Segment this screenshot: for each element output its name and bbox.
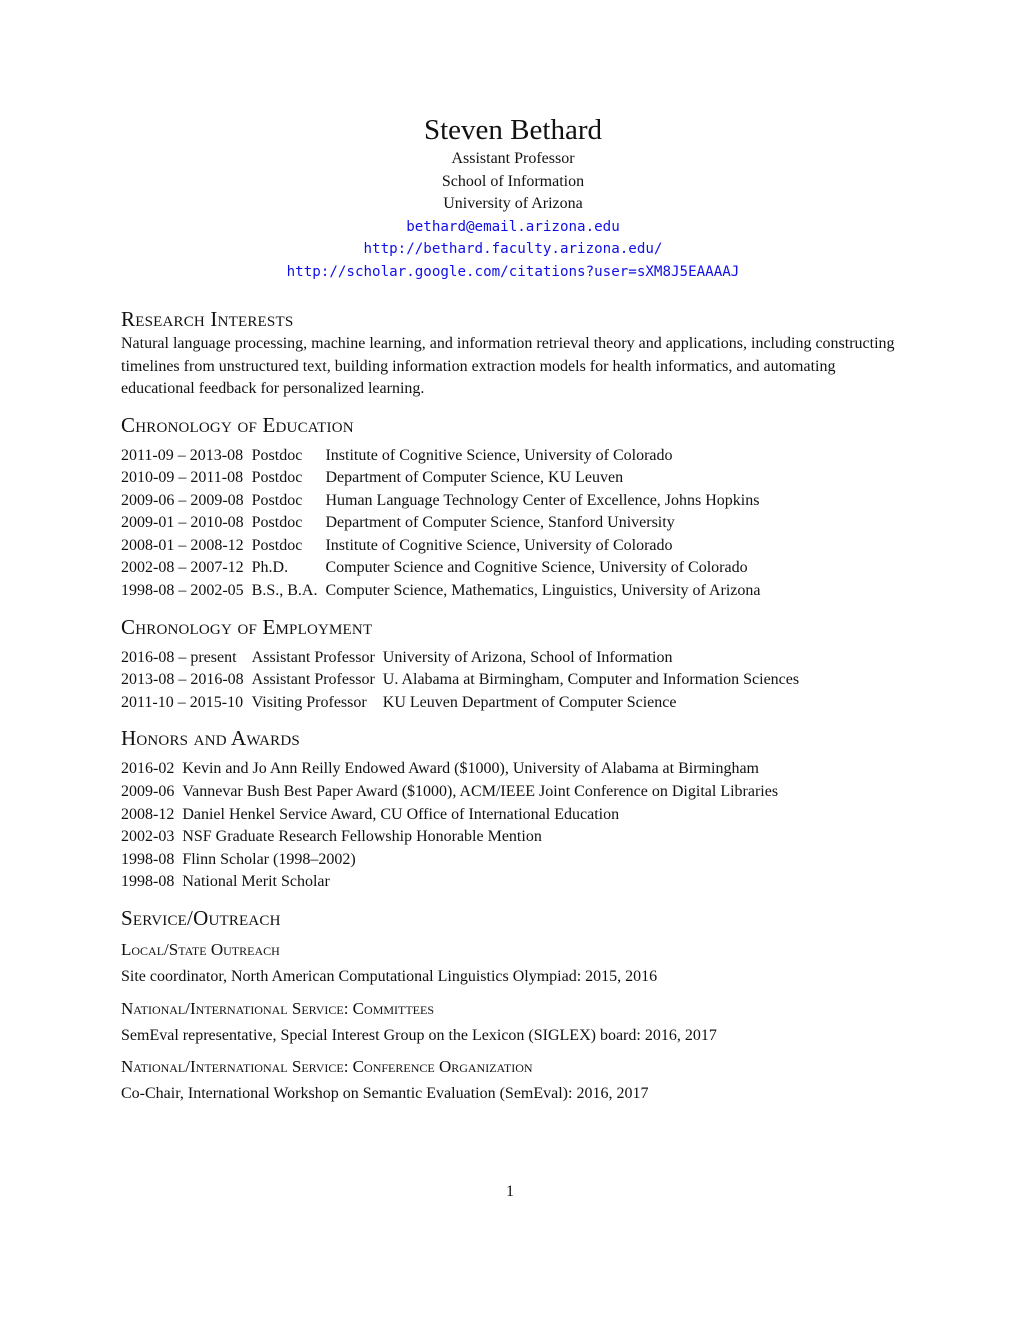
award-text: Flinn Scholar (1998–2002) bbox=[182, 850, 356, 868]
award-date: 2016-02 bbox=[121, 760, 175, 778]
education-table bbox=[121, 445, 760, 603]
dates: 2010-09 – 2011-08 bbox=[121, 469, 244, 487]
employer: KU Leuven Department of Computer Science bbox=[382, 693, 677, 711]
table-row bbox=[121, 871, 778, 894]
institution: Institute of Cognitive Science, University of Colorado bbox=[325, 536, 673, 554]
table-row bbox=[121, 445, 760, 468]
award-text: Daniel Henkel Service Award, CU Office of International Education bbox=[182, 805, 620, 823]
table-row bbox=[121, 512, 760, 535]
dates: 1998-08 – 2002-05 bbox=[121, 582, 244, 600]
table-row bbox=[121, 580, 760, 603]
school-name: School of Information bbox=[441, 172, 585, 190]
awards-table bbox=[121, 758, 778, 894]
table-row bbox=[121, 758, 778, 781]
committees-text: SemEval representative, Special Interest Group on the Lexicon (SIGLEX) board: 2016, 2017 bbox=[121, 1026, 717, 1044]
committees-heading: National/International Service: Committees bbox=[121, 998, 435, 1018]
table-row bbox=[121, 647, 799, 670]
table-row bbox=[121, 535, 760, 558]
table-row bbox=[121, 557, 760, 580]
position: Assistant Professor bbox=[251, 671, 375, 689]
institution: Computer Science, Mathematics, Linguistics, University of Arizona bbox=[325, 582, 761, 600]
degree-role: Postdoc bbox=[251, 514, 303, 532]
local-outreach-heading: Local/State Outreach bbox=[121, 940, 280, 959]
employment-table bbox=[121, 647, 799, 715]
dates: 2016-08 – present bbox=[121, 648, 237, 666]
award-date: 2008-12 bbox=[121, 805, 175, 823]
degree-role: B.S., B.A. bbox=[251, 582, 318, 600]
conference-organization-heading: National/International Service: Conference Organization bbox=[121, 1057, 533, 1076]
table-row bbox=[121, 804, 778, 827]
institution: Computer Science and Cognitive Science, University of Colorado bbox=[325, 559, 748, 577]
dates: 2002-08 – 2007-12 bbox=[121, 559, 244, 577]
employer: U. Alabama at Birmingham, Computer and Information Sciences bbox=[382, 671, 800, 689]
award-date: 1998-08 bbox=[121, 873, 175, 891]
table-row bbox=[121, 669, 799, 692]
institution: Department of Computer Science, Stanford University bbox=[325, 514, 675, 532]
employer: University of Arizona, School of Information bbox=[382, 648, 673, 666]
employment-heading: Chronology of Employment bbox=[121, 614, 373, 639]
university-name: University of Arizona bbox=[443, 195, 583, 212]
cv-page bbox=[121, 112, 905, 1106]
cv-header bbox=[121, 112, 905, 283]
conference-organization-text: Co-Chair, International Workshop on Semantic Evaluation (SemEval): 2016, 2017 bbox=[121, 1085, 649, 1102]
table-row bbox=[121, 826, 778, 849]
table-row bbox=[121, 490, 760, 513]
institution: Human Language Technology Center of Excellence, Johns Hopkins bbox=[325, 491, 760, 509]
table-row bbox=[121, 467, 760, 490]
degree-role: Postdoc bbox=[251, 536, 303, 554]
research-heading: Research Interests bbox=[121, 307, 294, 331]
degree-role: Postdoc bbox=[251, 446, 303, 464]
award-date: 1998-08 bbox=[121, 850, 175, 868]
dates: 2013-08 – 2016-08 bbox=[121, 671, 244, 689]
dates: 2009-01 – 2010-08 bbox=[121, 514, 244, 532]
person-name: Steven Bethard bbox=[424, 114, 602, 146]
job-title: Assistant Professor bbox=[451, 150, 575, 167]
table-row bbox=[121, 849, 778, 872]
scholar-link[interactable]: http://scholar.google.com/citations?user=sXM8J5EAAAAJ bbox=[286, 263, 740, 280]
dates: 2009-06 – 2009-08 bbox=[121, 491, 244, 509]
table-row bbox=[121, 781, 778, 804]
institution: Institute of Cognitive Science, University of Colorado bbox=[325, 446, 673, 464]
research-text: Natural language processing, machine learning, and information retrieval theory and applications, including constructing timelines from unstructured text, building information extraction models for health informatics, and automating educational feedback for personalized learning. bbox=[121, 335, 895, 397]
award-date: 2009-06 bbox=[121, 783, 175, 801]
degree-role: Ph.D. bbox=[251, 559, 289, 577]
page-number: 1 bbox=[506, 1183, 514, 1200]
website-link[interactable]: http://bethard.faculty.arizona.edu/ bbox=[363, 241, 663, 257]
award-text: Vannevar Bush Best Paper Award ($1000), ACM/IEEE Joint Conference on Digital Libraries bbox=[182, 783, 779, 801]
award-text: NSF Graduate Research Fellowship Honorable Mention bbox=[182, 828, 542, 846]
degree-role: Postdoc bbox=[251, 491, 303, 509]
dates: 2008-01 – 2008-12 bbox=[121, 536, 244, 554]
dates: 2011-10 – 2015-10 bbox=[121, 693, 244, 711]
email-link[interactable]: bethard@email.arizona.edu bbox=[406, 218, 620, 235]
position: Assistant Professor bbox=[251, 648, 375, 666]
dates: 2011-09 – 2013-08 bbox=[121, 446, 244, 464]
table-row bbox=[121, 692, 799, 715]
degree-role: Postdoc bbox=[251, 469, 303, 487]
award-text: National Merit Scholar bbox=[182, 873, 330, 891]
awards-heading: Honors and Awards bbox=[121, 726, 300, 751]
education-heading: Chronology of Education bbox=[121, 412, 354, 437]
award-date: 2002-03 bbox=[121, 828, 175, 846]
local-outreach-text: Site coordinator, North American Computational Linguistics Olympiad: 2015, 2016 bbox=[121, 968, 658, 985]
position: Visiting Professor bbox=[251, 693, 367, 711]
institution: Department of Computer Science, KU Leuven bbox=[325, 469, 624, 487]
service-heading: Service/Outreach bbox=[121, 906, 281, 930]
award-text: Kevin and Jo Ann Reilly Endowed Award ($1000), University of Alabama at Birmingham bbox=[182, 760, 759, 778]
